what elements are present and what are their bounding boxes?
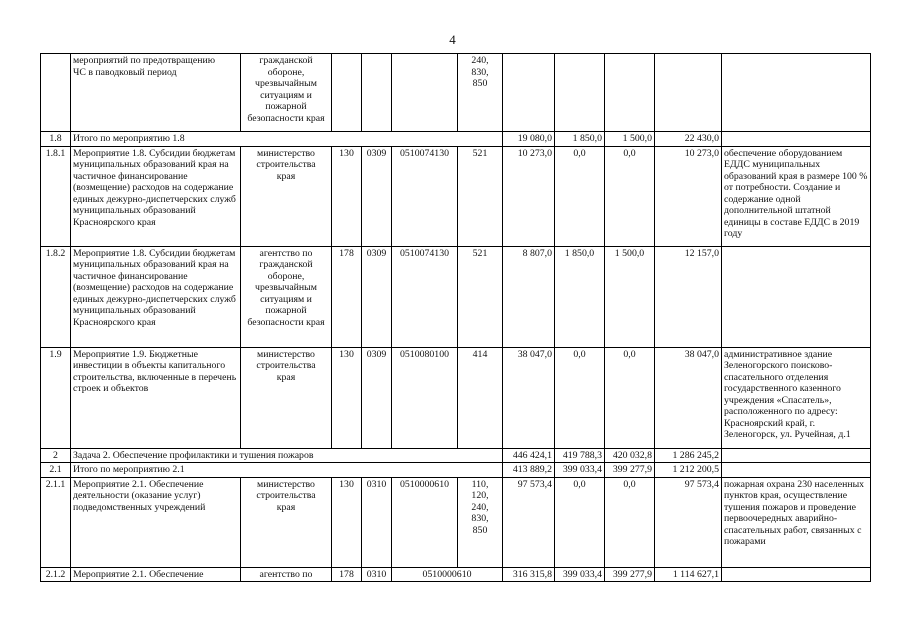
row-number	[41, 54, 71, 132]
row-number: 1.8	[41, 132, 71, 147]
expected-result	[722, 246, 871, 347]
csr-code: 0510000610	[392, 477, 458, 567]
year1-value: 446 424,1	[503, 448, 555, 463]
row-name: Мероприятие 1.8. Субсидии бюджетам муниципальных образований края на частичное финансирование (возмещение) расходов на содержание единых дежурно-диспетчерских служб муниципальных образований Красноярского края	[71, 246, 241, 347]
year3-value: 1 500,0	[605, 246, 655, 347]
row-number: 2.1	[41, 463, 71, 478]
csr-code: 0510080100	[392, 347, 458, 448]
total-value: 12 157,0	[655, 246, 722, 347]
row-name: Мероприятие 1.8. Субсидии бюджетам муниципальных образований края на частичное финансирование (возмещение) расходов на содержание единых дежурно-диспетчерских служб муниципальных образований Красноярского края	[71, 146, 241, 246]
year2-value: 399 033,4	[555, 463, 605, 478]
grbs-code: 130	[332, 146, 362, 246]
year2-value: 0,0	[555, 477, 605, 567]
rzpr-code: 0309	[362, 347, 392, 448]
rzpr-code: 0310	[362, 567, 392, 582]
row-name: Итого по мероприятию 1.8	[71, 132, 503, 147]
year2-value	[555, 54, 605, 132]
csr-code: 0510074130	[392, 246, 458, 347]
year2-value: 0,0	[555, 347, 605, 448]
year3-value: 0,0	[605, 146, 655, 246]
year3-value: 399 277,9	[605, 463, 655, 478]
row-number: 2.1.2	[41, 567, 71, 582]
expected-result	[722, 132, 871, 147]
year3-value: 1 500,0	[605, 132, 655, 147]
grbs-name: агентство по	[241, 567, 332, 582]
row-name: Мероприятие 2.1. Обеспечение	[71, 567, 241, 582]
expected-result	[722, 448, 871, 463]
total-value: 97 573,4	[655, 477, 722, 567]
table-row	[41, 567, 871, 582]
year2-value: 1 850,0	[555, 132, 605, 147]
table-row	[41, 448, 871, 463]
row-number: 1.8.1	[41, 146, 71, 246]
year1-value: 8 807,0	[503, 246, 555, 347]
year1-value: 316 315,8	[503, 567, 555, 582]
table-row	[41, 54, 871, 132]
grbs-code: 178	[332, 246, 362, 347]
row-name: Мероприятие 1.9. Бюджетные инвестиции в объекты капитального строительства, включенные в перечень строек и объектов	[71, 347, 241, 448]
rzpr-code	[362, 54, 392, 132]
row-name: Задача 2. Обеспечение профилактики и тушения пожаров	[71, 448, 503, 463]
expected-result: пожарная охрана 230 населенных пунктов края, осуществление тушения пожаров и проведение первоочередных аварийно-спасательных работ, связанных с пожарами	[722, 477, 871, 567]
total-value: 1 286 245,2	[655, 448, 722, 463]
year2-value: 399 033,4	[555, 567, 605, 582]
grbs-code: 130	[332, 477, 362, 567]
table-row	[41, 246, 871, 347]
total-value: 22 430,0	[655, 132, 722, 147]
grbs-code	[332, 54, 362, 132]
total-value: 1 212 200,5	[655, 463, 722, 478]
total-value: 38 047,0	[655, 347, 722, 448]
rzpr-code: 0309	[362, 246, 392, 347]
csr-code: 0510000610	[392, 567, 503, 582]
year1-value: 38 047,0	[503, 347, 555, 448]
row-number: 1.8.2	[41, 246, 71, 347]
year2-value: 1 850,0	[555, 246, 605, 347]
page-number: 4	[449, 32, 456, 47]
csr-code: 0510074130	[392, 146, 458, 246]
grbs-code: 130	[332, 347, 362, 448]
year2-value: 419 788,3	[555, 448, 605, 463]
year1-value	[503, 54, 555, 132]
row-number: 1.9	[41, 347, 71, 448]
year2-value: 0,0	[555, 146, 605, 246]
program-table	[40, 53, 871, 582]
year1-value: 19 080,0	[503, 132, 555, 147]
table-row	[41, 146, 871, 246]
table-row	[41, 347, 871, 448]
table-row	[41, 477, 871, 567]
row-name: мероприятий по предотвращению ЧС в паводковый период	[71, 54, 241, 132]
vr-code: 110, 120, 240, 830, 850	[458, 477, 503, 567]
vr-code: 414	[458, 347, 503, 448]
year3-value: 0,0	[605, 347, 655, 448]
grbs-code: 178	[332, 567, 362, 582]
row-name: Итого по мероприятию 2.1	[71, 463, 503, 478]
year3-value: 420 032,8	[605, 448, 655, 463]
rzpr-code: 0310	[362, 477, 392, 567]
vr-code: 240, 830, 850	[458, 54, 503, 132]
grbs-name: министерство строительства края	[241, 347, 332, 448]
grbs-name: министерство строительства края	[241, 146, 332, 246]
rzpr-code: 0309	[362, 146, 392, 246]
total-value: 1 114 627,1	[655, 567, 722, 582]
year1-value: 10 273,0	[503, 146, 555, 246]
year1-value: 97 573,4	[503, 477, 555, 567]
year3-value: 399 277,9	[605, 567, 655, 582]
grbs-name: гражданской обороне, чрезвычайным ситуациям и пожарной безопасности края	[241, 54, 332, 132]
expected-result: административное здание Зеленогорского поисково-спасательного отделения государственного казенного учреждения «Спасатель», расположенного по адресу: Красноярский край, г. Зеленогорск, ул. Ручейная, д.1	[722, 347, 871, 448]
total-value: 10 273,0	[655, 146, 722, 246]
expected-result: обеспечение оборудованием ЕДДС муниципальных образований края в размере 100 % от потребности. Создание и содержание одной дополнительной штатной единицы в составе ЕДДС в 2019 году	[722, 146, 871, 246]
total-value	[655, 54, 722, 132]
row-name: Мероприятие 2.1. Обеспечение деятельности (оказание услуг) подведомственных учреждений	[71, 477, 241, 567]
vr-code: 521	[458, 246, 503, 347]
year1-value: 413 889,2	[503, 463, 555, 478]
year3-value: 0,0	[605, 477, 655, 567]
csr-code	[392, 54, 458, 132]
row-number: 2.1.1	[41, 477, 71, 567]
table-row	[41, 463, 871, 478]
expected-result	[722, 567, 871, 582]
table-row	[41, 132, 871, 147]
grbs-name: министерство строительства края	[241, 477, 332, 567]
grbs-name: агентство по гражданской обороне, чрезвычайным ситуациям и пожарной безопасности края	[241, 246, 332, 347]
row-number: 2	[41, 448, 71, 463]
expected-result	[722, 463, 871, 478]
year3-value	[605, 54, 655, 132]
vr-code: 521	[458, 146, 503, 246]
expected-result	[722, 54, 871, 132]
